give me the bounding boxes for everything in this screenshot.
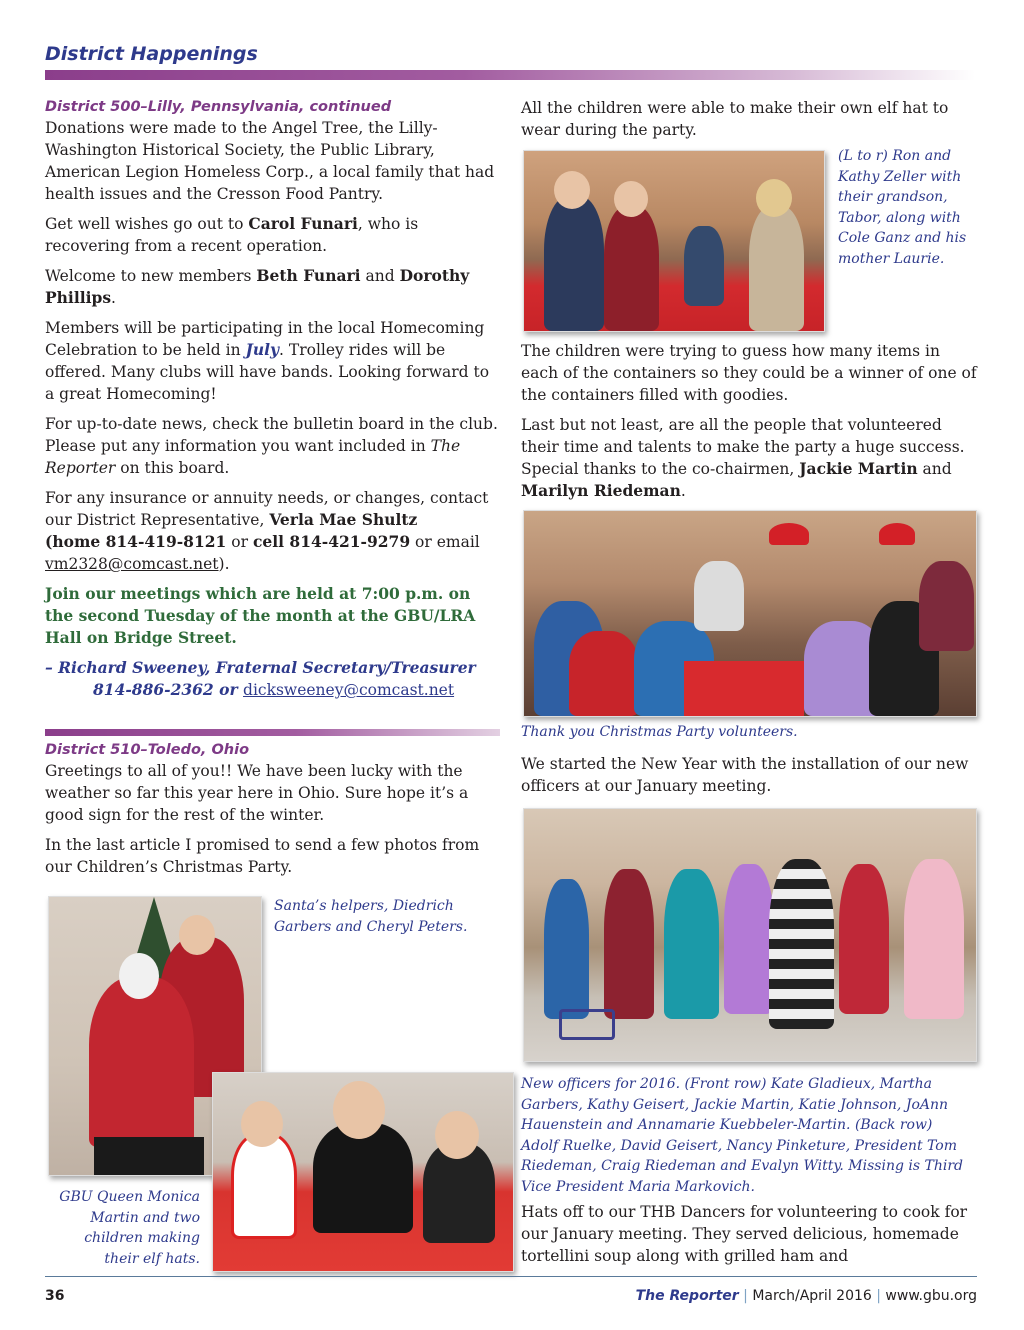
- party-table: [684, 661, 804, 716]
- paragraph-donations: Donations were made to the Angel Tree, the Lilly-Washington Historical Society, the Public Library, American Legion Homeless Corp., a local family that had health issues and the Cresson Food Pantry.: [45, 119, 495, 203]
- rep-name: Verla Mae Shultz: [269, 510, 418, 529]
- face: [333, 1081, 385, 1139]
- face: [554, 171, 590, 209]
- text: or email: [410, 533, 480, 551]
- santa-boots: [94, 1137, 204, 1175]
- person: [569, 631, 639, 716]
- text: Last but not least, are all the people that volunteered their time and talents to make the party a huge success. Special thanks to the co-chairmen,: [521, 416, 965, 478]
- cochair-name: Marilyn Riedeman: [521, 481, 681, 500]
- santa-beard: [119, 953, 159, 999]
- cochair-name: Jackie Martin: [799, 459, 918, 478]
- face: [756, 179, 792, 217]
- text: , who is recovering from a recent operation.: [45, 215, 419, 255]
- footer-rule: [45, 1276, 977, 1277]
- photo-zeller-family: [523, 150, 825, 332]
- queen: [313, 1123, 413, 1233]
- face: [614, 181, 648, 217]
- santa-hat: [879, 523, 915, 545]
- signature-phone: 814-886-2362 or: [93, 680, 244, 699]
- text: and: [360, 267, 400, 285]
- photo-volunteers: [523, 510, 977, 717]
- text: For any insurance or annuity needs, or changes, contact our District Representative,: [45, 489, 489, 529]
- paragraph-containers: The children were trying to guess how many items in each of the containers so they could be a winner of one of the containers filled with goodies.: [521, 342, 977, 404]
- walker: [559, 1009, 615, 1040]
- website-link[interactable]: www.gbu.org: [885, 1288, 977, 1304]
- paragraph-get-well: [45, 213, 503, 257]
- person: [839, 864, 889, 1014]
- email-link[interactable]: vm2328@comcast.net: [45, 555, 219, 573]
- paragraph-thb-dancers: Hats off to our THB Dancers for volunteering to cook for our January meeting. They served delicious, homemade tortellini soup along with grilled ham and: [521, 1203, 968, 1265]
- person: [694, 561, 744, 631]
- text: Members will be participating in the local Homecoming Celebration to be held in: [45, 319, 485, 359]
- person: [904, 859, 964, 1019]
- face: [435, 1111, 479, 1159]
- paragraph-elf-hats: All the children were able to make their own elf hat to wear during the party.: [521, 99, 949, 139]
- footer-separator: |: [876, 1288, 881, 1304]
- person-child: [684, 226, 724, 306]
- district-500-heading: District 500–Lilly, Pennsylvania, continued: [45, 99, 392, 115]
- paragraph-welcome: [45, 265, 503, 309]
- paragraph-meetings: Join our meetings which are held at 7:00 p.m. on the second Tuesday of the month at the GBU/LRA Hall on Bridge Street.: [45, 584, 476, 647]
- person: [604, 869, 654, 1019]
- person-kathy: [604, 206, 659, 331]
- photo-new-officers: [523, 808, 977, 1062]
- person-ron: [544, 196, 604, 331]
- section-divider: [45, 729, 500, 736]
- left-column: [45, 97, 503, 701]
- child-left: [231, 1133, 297, 1239]
- santa: [89, 977, 194, 1147]
- paragraph-bulletin: [45, 413, 503, 479]
- text: .: [111, 289, 116, 307]
- person: [544, 879, 589, 1019]
- home-phone: (home 814-419-8121: [45, 532, 227, 551]
- paragraph-volunteers: [521, 414, 979, 502]
- paragraph-photos: In the last article I promised to send a few photos from our Children’s Christmas Party.: [45, 836, 480, 876]
- cell-phone: cell 814-421-9279: [252, 532, 411, 551]
- text: ).: [218, 555, 230, 573]
- left-column-lower: [45, 740, 503, 886]
- page-number: 36: [45, 1288, 65, 1304]
- member-name: Beth Funari: [256, 266, 361, 285]
- footer-separator: |: [743, 1288, 748, 1304]
- signature-contact: [45, 679, 503, 701]
- right-bottom: [521, 1201, 979, 1275]
- caption-zeller: (L to r) Ron and Kathy Zeller with their grandson, Tabor, along with Cole Ganz and his mother Laurie.: [838, 148, 967, 267]
- santa-hat: [769, 523, 809, 545]
- face: [241, 1101, 283, 1147]
- caption-santa: Santa’s helpers, Diedrich Garbers and Cheryl Peters.: [274, 898, 468, 935]
- person: [769, 859, 834, 1029]
- text: For up-to-date news, check the bulletin board in the club. Please put any information you want included in: [45, 415, 498, 455]
- paragraph-insurance: [45, 487, 503, 575]
- paragraph-new-year: We started the New Year with the installation of our new officers at our January meeting.: [521, 755, 969, 795]
- member-name: Dorothy Phillips: [45, 266, 470, 307]
- text: on this board.: [115, 459, 230, 477]
- month-highlight: July: [245, 340, 280, 359]
- person-laurie: [749, 206, 804, 331]
- member-name: Carol Funari: [248, 214, 358, 233]
- right-middle: [521, 340, 979, 510]
- person: [724, 864, 774, 1014]
- caption-volunteers: Thank you Christmas Party volunteers.: [521, 724, 798, 740]
- section-title-bar: [45, 70, 975, 80]
- text: .: [680, 482, 686, 500]
- right-intro: [521, 97, 979, 149]
- right-officers-intro: [521, 753, 979, 805]
- footer-info: [636, 1288, 977, 1304]
- caption-officers: New officers for 2016. (Front row) Kate Gladieux, Martha Garbers, Kathy Geisert, Jackie Martin, Katie Johnson, JoAnn Hauenstein and Annamarie Kuebbeler-Martin. (Back row) Adolf Ruelke, David Geisert, Nancy Pinketure, President Tom Riedeman, Craig Riedeman and Evalyn Witty. Missing is Third Vice President Maria Markovich.: [521, 1076, 963, 1195]
- text: . Trolley rides will be offered. Many clubs will have bands. Looking forward to a great Homecoming!: [45, 341, 490, 403]
- text: and: [917, 460, 952, 478]
- person: [919, 561, 974, 651]
- section-title: District Happenings: [45, 43, 258, 65]
- paragraph-greetings: Greetings to all of you!! We have been lucky with the weather so far this year here in Ohio. Sure hope it’s a good sign for the rest of the winter.: [45, 762, 469, 824]
- signature-line: – Richard Sweeney, Fraternal Secretary/Treasurer: [45, 658, 476, 677]
- face: [179, 915, 215, 955]
- text: Get well wishes go out to: [45, 215, 249, 233]
- district-510-heading: District 510–Toledo, Ohio: [45, 742, 250, 758]
- text: Welcome to new members: [45, 267, 257, 285]
- publication-title: The Reporter: [635, 1288, 739, 1304]
- text: or: [226, 533, 253, 551]
- photo-elf-hats: [212, 1072, 514, 1272]
- issue-date: March/April 2016: [752, 1288, 872, 1304]
- paragraph-homecoming: [45, 317, 503, 405]
- person: [664, 869, 719, 1019]
- caption-queen: GBU Queen Monica Martin and two children making their elf hats.: [59, 1189, 200, 1267]
- signature-email-link[interactable]: dicksweeney@comcast.net: [243, 681, 455, 699]
- publication-name: The Reporter: [45, 437, 461, 477]
